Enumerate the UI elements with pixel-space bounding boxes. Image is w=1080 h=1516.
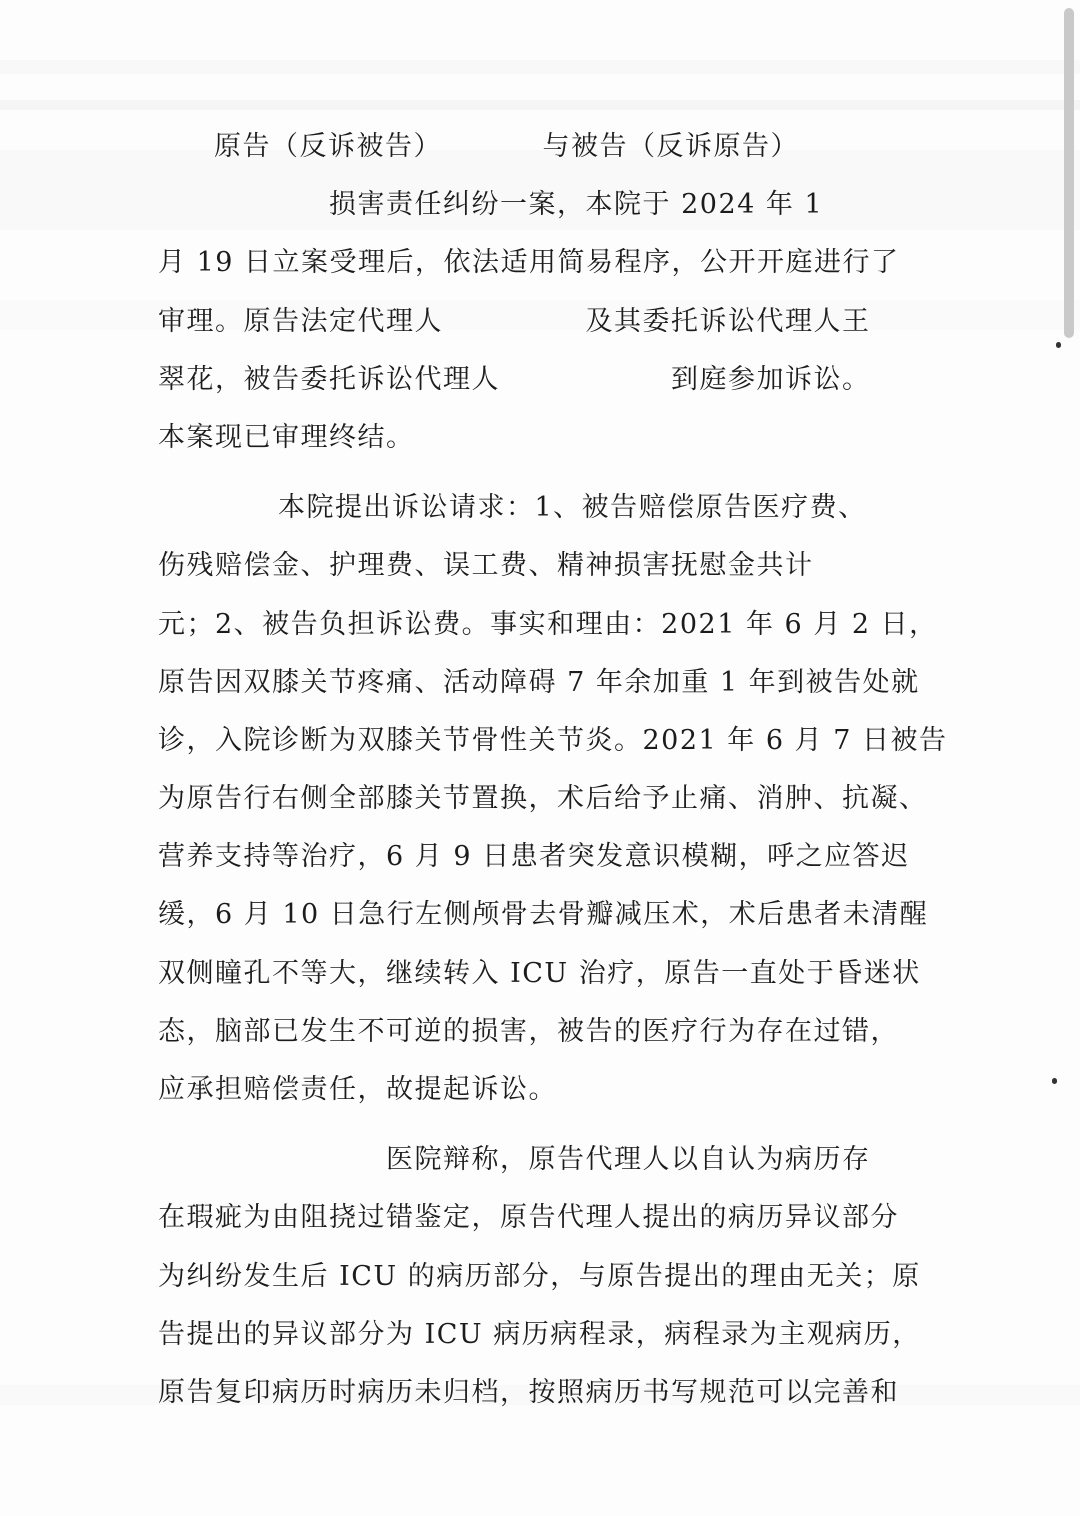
text-line: 为纠纷发生后 ICU 的病历部分，与原告提出的理由无关；原 — [158, 1260, 921, 1292]
text-line: 原告（反诉被告） 与被告（反诉原告） — [214, 131, 799, 162]
paragraph-defendant-defense — [158, 1131, 921, 1422]
paragraph-plaintiff-claims — [158, 479, 948, 1119]
scrollbar[interactable] — [1064, 8, 1074, 348]
scrollbar-thumb[interactable] — [1064, 8, 1074, 338]
text-line: 原告因双膝关节疼痛、活动障碍 7 年余加重 1 年到被告处就 — [158, 666, 920, 698]
text-line: 态，脑部已发生不可逆的损害，被告的医疗行为存在过错， — [158, 1015, 899, 1047]
text-line: 在瑕疵为由阻挠过错鉴定，原告代理人提出的病历异议部分 — [158, 1202, 899, 1234]
text-line: 缓，6 月 10 日急行左侧颅骨去骨瓣减压术，术后患者未清醒 — [158, 899, 929, 931]
paragraph-case-intro — [158, 118, 918, 467]
scan-band — [0, 100, 1080, 110]
scan-speck — [1052, 1078, 1057, 1084]
scan-speck — [1056, 342, 1061, 348]
text-line: 月 19 日立案受理后，依法适用简易程序，公开开庭进行了 — [158, 247, 900, 279]
judgment-body — [158, 118, 948, 1422]
text-line: 双侧瞳孔不等大，继续转入 ICU 治疗，原告一直处于昏迷状 — [158, 957, 921, 989]
text-line: 原告复印病历时病历未归档，按照病历书写规范可以完善和 — [158, 1376, 899, 1408]
text-line: 元；2、被告负担诉讼费。事实和理由：2021 年 6 月 2 日， — [158, 608, 938, 640]
text-line: 告提出的异议部分为 ICU 病历病程录，病程录为主观病历， — [158, 1318, 921, 1350]
text-line: 伤残赔偿金、护理费、误工费、精神损害抚慰金共计 — [158, 550, 814, 582]
text-line: 为原告行右侧全部膝关节置换，术后给予止痛、消肿、抗凝、 — [158, 783, 928, 815]
text-line: 翠花，被告委托诉讼代理人 到庭参加诉讼。 — [158, 363, 871, 395]
scan-band — [0, 60, 1080, 74]
text-line: 营养支持等治疗，6 月 9 日患者突发意识模糊，呼之应答迟 — [158, 841, 910, 873]
text-line: 应承担赔偿责任，故提起诉讼。 — [158, 1074, 557, 1105]
text-line: 医院辩称，原告代理人以自认为病历存 — [386, 1144, 871, 1176]
text-line: 损害责任纠纷一案，本院于 2024 年 1 — [158, 189, 824, 221]
text-line: 本院提出诉讼请求：1、被告赔偿原告医疗费、 — [278, 492, 867, 524]
text-line: 本案现已审理终结。 — [158, 421, 415, 453]
text-line: 诊，入院诊断为双膝关节骨性关节炎。2021 年 6 月 7 日被告 — [158, 724, 948, 756]
text-line: 审理。原告法定代理人 及其委托诉讼代理人王 — [158, 305, 871, 337]
